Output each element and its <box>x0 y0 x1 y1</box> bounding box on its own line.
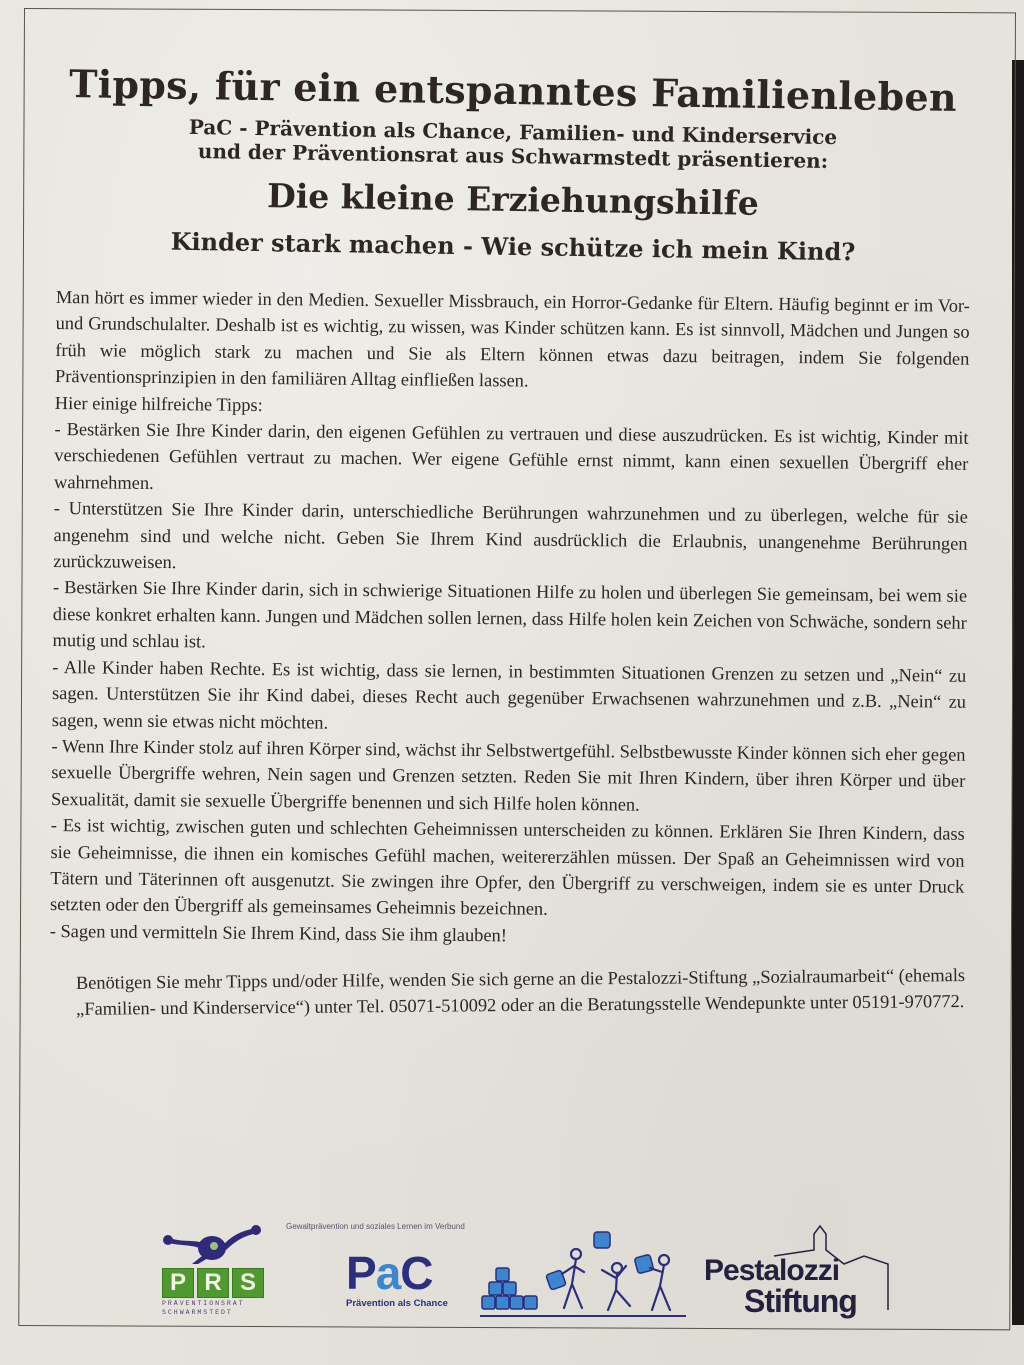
presenter-line-2: und der Präventionsrat aus Schwarmstedt präsentieren: <box>197 139 829 173</box>
pac-letter: a <box>375 1247 401 1299</box>
tip-item: - Sagen und vermitteln Sie Ihrem Kind, dass Sie ihm glauben! <box>49 920 508 946</box>
contact-info: Benötigen Sie mehr Tipps und/oder Hilfe, wenden Sie sich gerne an die Pestalozzi-Stiftung „Sozialraumarbeit“ (ehemals „Familien- und Kinderservice“) unter Tel. 05071-510092 oder an die Beratungsstelle Wendepunkte unter 05191-970772. <box>75 965 966 1020</box>
prs-letter: S <box>232 1268 264 1298</box>
tips-heading: Hier einige hilfreiche Tipps: <box>54 392 263 415</box>
article-subtitle: Die kleine Erziehungshilfe <box>266 176 760 223</box>
article <box>49 61 970 1020</box>
tip-item: - Unterstützen Sie Ihre Kinder darin, unterschiedliche Berührungen wahrzunehmen und zu überlegen, welche für sie angenehm sind und welche nicht. Geben Sie Ihrem Kind ausdrücklich die Erlaubnis, unangenehme Berührungen zurückzuweisen. <box>53 498 968 573</box>
tip-item: - Alle Kinder haben Rechte. Es ist wichtig, dass sie lernen, in bestimmten Situationen Grenzen zu setzen und „Nein“ zu sagen. Unterstützen Sie ihr Kind dabei, dieses Recht auch gegenüber Erwachsenen wahrzunehmen und z.B. „Nein“ zu sagen, wenn sie etwas nicht möchten. <box>51 656 967 733</box>
prs-letter: P <box>162 1268 194 1298</box>
prs-figure-icon <box>162 1224 262 1264</box>
pac-letter: P <box>346 1247 376 1299</box>
pac-letter: C <box>400 1247 433 1299</box>
prs-caption-2: SCHWARMSTEDT <box>162 1309 233 1316</box>
network-tagline: Gewaltprävention und soziales Lernen im Verbund <box>286 1222 465 1231</box>
children-playing-icon <box>476 1228 691 1320</box>
pestalozzi-logo <box>704 1220 904 1319</box>
pac-caption: Prävention als Chance <box>346 1298 448 1309</box>
pac-logo <box>346 1247 448 1309</box>
pac-wordmark <box>346 1247 448 1299</box>
prs-letters <box>162 1268 264 1298</box>
article-title: Tipps, für ein entspanntes Familienleben <box>68 61 958 120</box>
prs-logo <box>162 1224 264 1316</box>
tip-item: - Es ist wichtig, zwischen guten und schlechten Geheimnissen unterscheiden zu können. Erklären Sie Ihren Kindern, dass sie Geheimnisse, die ihnen ein komisches Gefühl machen, weitererzählen müssen. Der Spaß an Geheimnissen wird von Tätern und Täterinnen oft ausgenutzt. Sie zwingen ihre Opfer, den Übergriff zu verschweigen, indem sie es unter Druck setzten oder den Übergriff als gemeinsames Geheimnis bezeichnen. <box>49 815 965 920</box>
pestalozzi-wordmark <box>704 1254 857 1319</box>
intro-paragraph: Man hört es immer wieder in den Medien. Sexueller Missbrauch, ein Horror-Gedanke für Eltern. Häufig beginnt er im Vor- und Grundschulalter. Deshalb ist es wichtig, zu wissen, was Kinder schützen kann. Es ist sinnvoll, Mädchen und Jungen so früh wie möglich stark zu machen und Sie als Eltern können etwas dazu beitragen, indem Sie folgenden Präventionsprinzipien in den familiären Alltag einfließen lassen. <box>55 286 970 391</box>
tip-item: - Bestärken Sie Ihre Kinder darin, sich in schwierige Situationen Hilfe zu holen und überlegen Sie gemeinsam, bei wem sie diese konkret erhalten kann. Jungen und Mädchen sollen lernen, dass Hilfe holen kein Zeichen von Schwäche, sondern sehr mutig und schlau ist. <box>52 577 968 652</box>
pestalozzi-line-1: Pestalozzi <box>704 1254 840 1287</box>
article-topic: Kinder stark machen - Wie schütze ich mein Kind? <box>170 226 856 267</box>
prs-letter: R <box>197 1268 229 1298</box>
prs-caption-1: PRÄVENTIONSRAT <box>162 1300 245 1307</box>
children-blocks-illustration <box>476 1228 691 1324</box>
presenter-line-1: PaC - Prävention als Chance, Familien- und Kinderservice <box>188 114 838 150</box>
article-body <box>50 284 970 953</box>
sponsor-logos <box>150 1220 910 1320</box>
tip-item: - Wenn Ihre Kinder stolz auf ihren Körper sind, wächst ihr Selbstwertgefühl. Selbstbewusste Kinder können sich eher gegen sexuelle Übergriffe wehren, Nein sagen und Grenzen setzten. Reden Sie mit Ihren Kindern, über ihren Körper und über Sexualität, damit sie sexuelle Übergriffe benennen und sich Hilfe holen können. <box>50 735 966 815</box>
pestalozzi-line-2: Stiftung <box>744 1283 857 1319</box>
tip-item: - Bestärken Sie Ihre Kinder darin, den eigenen Gefühlen zu vertrauen und diese auszudrücken. Es ist wichtig, Kinder mit verschiedenen Gefühlen vertraut zu machen. Wer eigene Gefühle ernst nimmt, kann einen sexuellen Übergriff eher wahrnehmen. <box>54 419 969 493</box>
